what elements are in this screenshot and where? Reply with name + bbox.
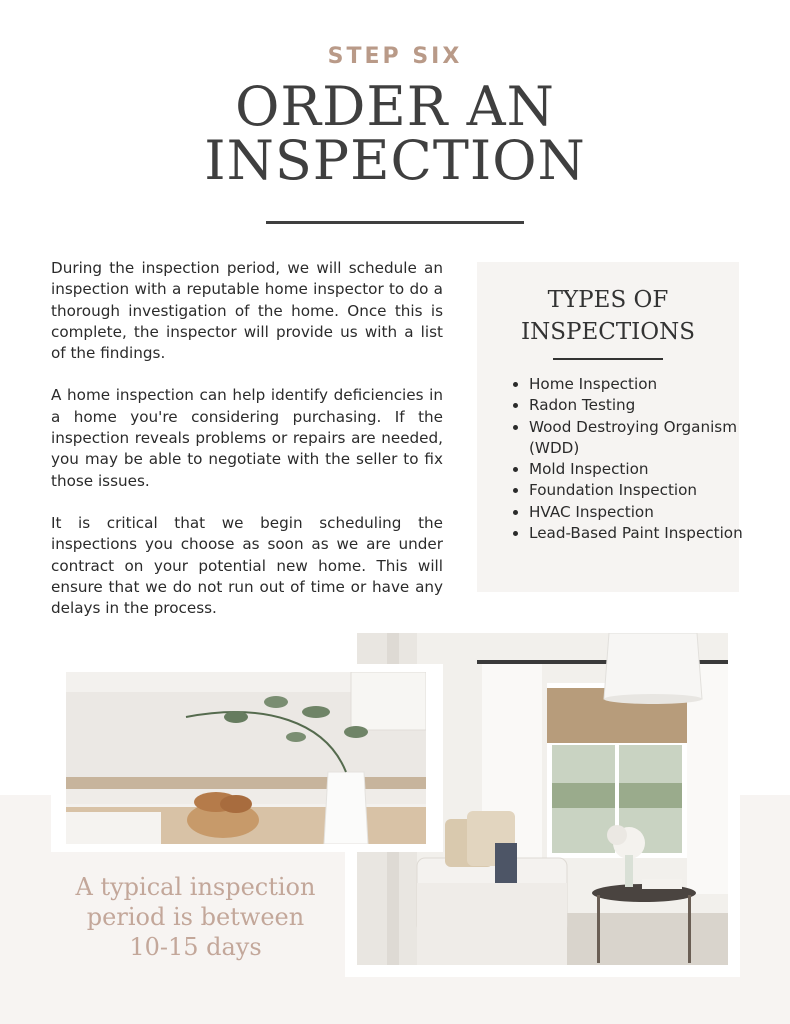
callout-line-1: A typical inspection bbox=[75, 873, 316, 901]
list-item: • Foundation Inspection bbox=[529, 480, 744, 501]
inspection-period-callout bbox=[58, 872, 333, 962]
inspection-types-panel bbox=[477, 262, 743, 592]
list-item: • Wood Destroying Organism (WDD) bbox=[529, 417, 744, 460]
panel-title-line-2: INSPECTIONS bbox=[521, 319, 695, 345]
step-kicker: STEP SIX bbox=[327, 44, 463, 69]
list-item: • Lead-Based Paint Inspection bbox=[529, 523, 744, 544]
callout-line-2: period is between bbox=[86, 903, 305, 931]
body-copy bbox=[51, 258, 443, 640]
paragraph-1: During the inspection period, we will schedule an inspection with a reputable home inspector to do a thorough investigation of the home. Once this is complete, the inspector will provide us with a list of the findings. bbox=[51, 259, 443, 363]
list-item: • Home Inspection bbox=[529, 374, 744, 395]
inspection-list bbox=[499, 374, 744, 544]
list-item: • Radon Testing bbox=[529, 395, 744, 416]
panel-title-line-1: TYPES OF bbox=[547, 287, 669, 313]
page-title-line-1: ORDER AN bbox=[235, 75, 555, 138]
list-item: • Mold Inspection bbox=[529, 459, 744, 480]
callout-line-3: 10-15 days bbox=[129, 933, 262, 961]
panel-divider bbox=[553, 358, 663, 360]
title-divider bbox=[266, 221, 524, 224]
list-item: • HVAC Inspection bbox=[529, 502, 744, 523]
kitchen-photo bbox=[66, 672, 426, 844]
panel-title bbox=[477, 284, 739, 348]
page-title-line-2: INSPECTION bbox=[204, 129, 586, 192]
paragraph-3: It is critical that we begin scheduling the inspections you choose as soon as we are under contract on your potential new home. This will ensure that we do not run out of time or have any delays in the process. bbox=[51, 513, 443, 618]
paragraph-2: A home inspection can help identify deficiencies in a home you're considering purchasing. If the inspection reveals problems or repairs are needed, you may be able to negotiate with the seller to fix those issues. bbox=[51, 386, 443, 490]
page-title bbox=[0, 75, 790, 192]
